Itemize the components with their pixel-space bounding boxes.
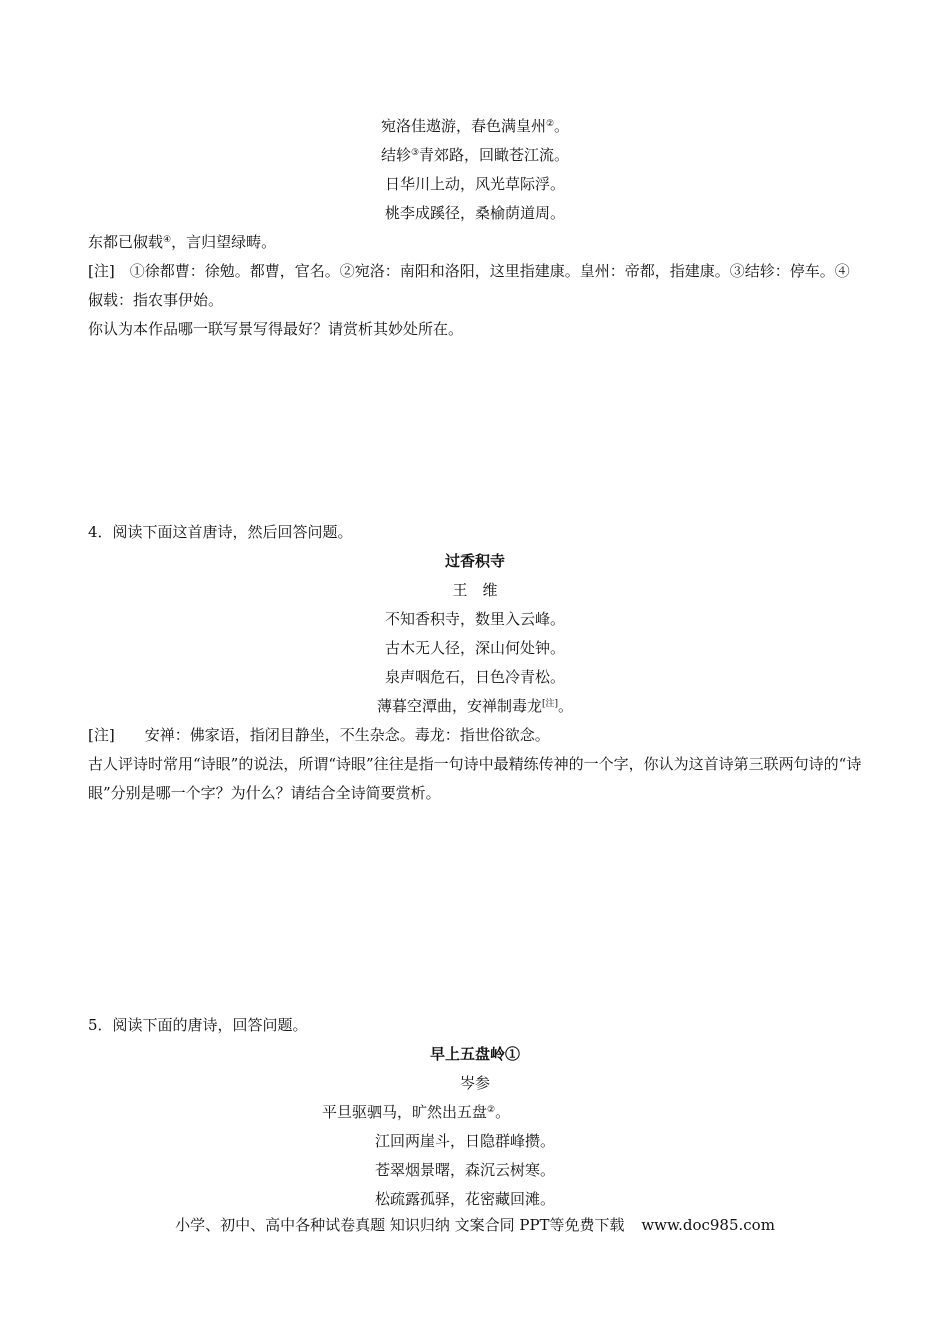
poem1-line-3: 日华川上动，风光草际浮。 xyxy=(384,175,565,193)
q4-line-4: 薄暮空潭曲，安禅制毒龙[注]。 xyxy=(376,697,574,715)
poem1-question: 你认为本作品哪一联写景写得最好？请赏析其妙处所在。 xyxy=(88,320,464,338)
q4-question: 古人评诗时常用“诗眼”的说法，所谓“诗眼”往往是指一句诗中最精练传神的一个字，你认为这首诗第三联两句诗的“诗眼”分别是哪一个字？为什么？请结合全诗简要赏析。 xyxy=(88,755,862,802)
page-footer xyxy=(0,1214,950,1235)
q4-note: [注] 安禅：佛家语，指闭目静坐，不生杂念。毒龙：指世俗欲念。 xyxy=(88,726,550,744)
q4-title: 过香积寺 xyxy=(444,552,505,570)
poem1-line-2: 结轸③青郊路，回瞰苍江流。 xyxy=(380,146,570,164)
q5-line-3: 苍翠烟景曙，森沉云树寒。 xyxy=(375,1161,556,1179)
q4-line-3: 泉声咽危石，日色冷青松。 xyxy=(384,668,565,686)
footer-text: 小学、初中、高中各种试卷真题 知识归纳 文案合同 PPT等免费下载 xyxy=(175,1216,625,1234)
poem1-line-4: 桃李成蹊径，桑榆荫道周。 xyxy=(384,204,565,222)
q4-author: 王 维 xyxy=(452,581,498,599)
q4-prompt: 4．阅读下面这首唐诗，然后回答问题。 xyxy=(88,523,353,541)
q5-line-2: 江回两崖斗，日隐群峰攒。 xyxy=(375,1132,556,1150)
poem1-line-5: 东都已俶载④，言归望绿畴。 xyxy=(88,233,277,251)
q4-line-1: 不知香积寺，数里入云峰。 xyxy=(384,610,565,628)
q5-title: 早上五盘岭① xyxy=(429,1045,520,1063)
q5-line-4: 松疏露孤驿，花密藏回滩。 xyxy=(375,1190,556,1208)
q5-prompt: 5．阅读下面的唐诗，回答问题。 xyxy=(88,1016,308,1034)
q4-line-2: 古木无人径，深山何处钟。 xyxy=(384,639,565,657)
poem1-note: [注] ①徐都曹：徐勉。都曹，官名。②宛洛：南阳和洛阳，这里指建康。皇州：帝都，指建康。③结轸：停车。④俶载：指农事伊始。 xyxy=(88,262,850,309)
q5-line-1: 平旦驱驷马，旷然出五盘②。 xyxy=(322,1103,511,1121)
poem1-line-1: 宛洛佳遨游，春色满皇州②。 xyxy=(380,117,570,135)
footer-url[interactable]: www.doc985.com xyxy=(641,1216,775,1234)
q5-author: 岑参 xyxy=(459,1074,490,1092)
